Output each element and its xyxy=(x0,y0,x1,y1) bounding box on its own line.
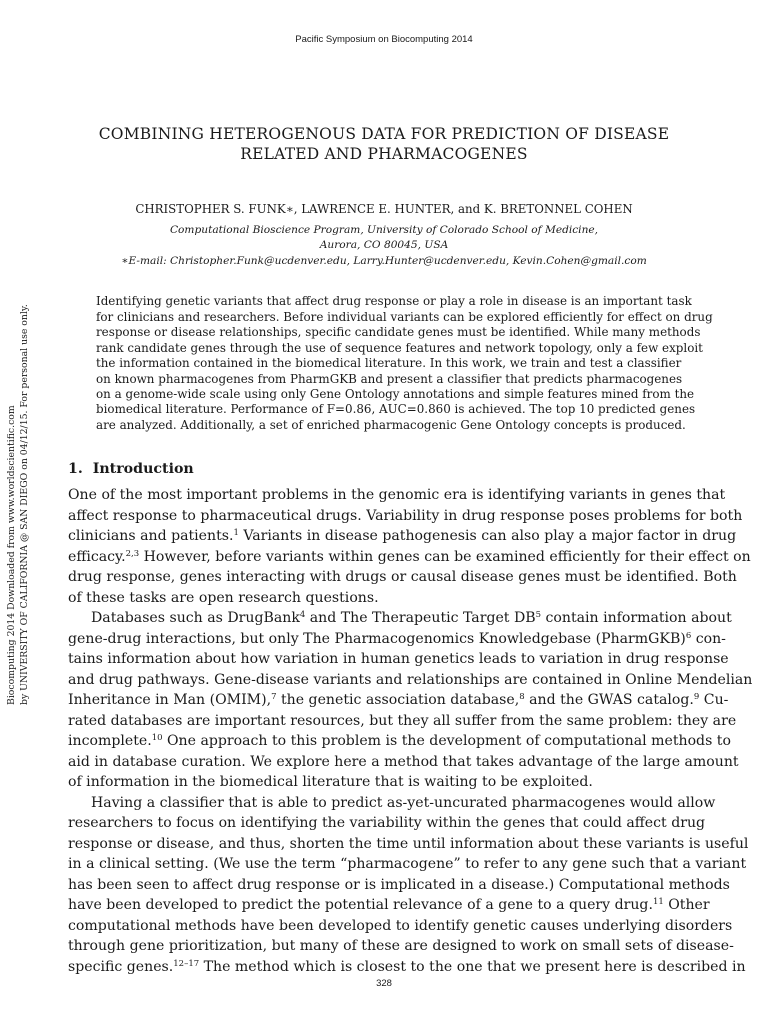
citation-superscript: 5 xyxy=(535,610,542,620)
body-line: has been seen to affect drug response or is implicated in a disease.) Computational methods xyxy=(68,877,730,893)
body-line: researchers to focus on identifying the variability within the genes that could affect drug xyxy=(68,815,706,831)
author-emails: ∗E-mail: Christopher.Funk@ucdenver.edu, Larry.Hunter@ucdenver.edu, Kevin.Cohen@gmail.com xyxy=(121,255,647,267)
citation-superscript: 9 xyxy=(693,692,700,702)
body-line: aid in database curation. We explore here a method that takes advantage of the large amount xyxy=(68,754,739,770)
download-notice-line-2: by UNIVERSITY OF CALIFORNIA @ SAN DIEGO on 04/12/15. For personal use only. xyxy=(19,304,30,705)
abstract-line: biomedical literature. Performance of F=0.86, AUC=0.860 is achieved. The top 10 predicted genes xyxy=(96,402,696,416)
body-line: of information in the biomedical literature that is waiting to be exploited. xyxy=(68,774,593,790)
abstract-line: are analyzed. Additionally, a set of enriched pharmacogenic Gene Ontology concepts is produced. xyxy=(96,418,686,432)
body-line: of these tasks are open research questions. xyxy=(68,590,379,606)
affiliation-line-2: Aurora, CO 80045, USA xyxy=(319,239,449,251)
body-line: efficacy.$^{2,3}$ However, before variants within genes can be examined efficiently for their effect on xyxy=(68,549,751,565)
abstract-line: rank candidate genes through the use of sequence features and network topology, only a few exploit xyxy=(96,341,703,355)
abstract-line: response or disease relationships, specific candidate genes must be identified. While many methods xyxy=(96,325,701,339)
body-line: have been developed to predict the potential relevance of a gene to a query drug.$^{11}$ Other xyxy=(68,897,710,913)
citation-superscript: 1 xyxy=(233,528,239,538)
body-line: One of the most important problems in the genomic era is identifying variants in genes that xyxy=(68,487,726,503)
paper-title-line-1: COMBINING HETEROGENOUS DATA FOR PREDICTION OF DISEASE xyxy=(98,125,670,143)
citation-superscript: 7 xyxy=(271,692,277,702)
body-line: affect response to pharmaceutical drugs. Variability in drug response poses problems for both xyxy=(68,508,743,524)
abstract-line: on a genome-wide scale using only Gene Ontology annotations and simple features mined from the xyxy=(96,387,695,401)
body-line: in a clinical setting. (We use the term “pharmacogene” to refer to any gene such that a variant xyxy=(68,856,747,872)
section-heading xyxy=(68,461,194,477)
page-number: 328 xyxy=(376,978,392,989)
citation-superscript: 4 xyxy=(299,610,306,620)
abstract-line: on known pharmacogenes from PharmGKB and present a classifier that predicts pharmacogenes xyxy=(96,372,683,386)
author-list: CHRISTOPHER S. FUNK∗, LAWRENCE E. HUNTER, and K. BRETONNEL COHEN xyxy=(135,202,633,216)
abstract-line: for clinicians and researchers. Before individual variants can be explored efficiently for effect on drug xyxy=(96,310,713,324)
paper-title-line-2: RELATED AND PHARMACOGENES xyxy=(240,145,528,163)
citation-superscript: 12–17 xyxy=(173,959,200,969)
body-line: through gene prioritization, but many of these are designed to work on small sets of disease- xyxy=(68,938,734,954)
body-line: rated databases are important resources, but they all suffer from the same problem: they are xyxy=(68,713,737,729)
body-line: response or disease, and thus, shorten the time until information about these variants is useful xyxy=(68,836,749,852)
body-line: incomplete.$^{10}$ One approach to this problem is the development of computational methods to xyxy=(68,733,731,749)
body-line: specific genes.$^{12-17}$ The method which is closest to the one that we present here is described in xyxy=(68,959,746,975)
abstract-line: Identifying genetic variants that affect drug response or play a role in disease is an important task xyxy=(96,294,692,308)
citation-superscript: 11 xyxy=(652,897,664,907)
section-title: Introduction xyxy=(92,461,194,477)
body-line: Inheritance in Man (OMIM),$^7$ the genetic association database,$^8$ and the GWAS catalog.$^9$ Cu- xyxy=(68,692,729,708)
abstract-line: the information contained in the biomedical literature. In this work, we train and test a classifier xyxy=(96,356,682,370)
body-line: tains information about how variation in human genetics leads to variation in drug response xyxy=(68,651,729,667)
citation-superscript: 10 xyxy=(151,733,163,743)
body-line: Databases such as DrugBank$^4$ and The Therapeutic Target $DB^5$ contain information about xyxy=(91,610,732,626)
citation-superscript: 2,3 xyxy=(125,549,140,559)
body-line: computational methods have been developed to identify genetic causes underlying disorders xyxy=(68,918,733,934)
section-number: 1. xyxy=(68,461,83,477)
download-notice-line-1: Biocomputing 2014 Downloaded from www.worldscientific.com xyxy=(6,405,17,705)
affiliation-line-1: Computational Bioscience Program, University of Colorado School of Medicine, xyxy=(169,224,599,236)
running-head: Pacific Symposium on Biocomputing 2014 xyxy=(295,34,473,45)
body-line: drug response, genes interacting with drugs or causal disease genes must be identified. Both xyxy=(68,569,737,585)
citation-superscript: 8 xyxy=(519,692,525,702)
body-line: and drug pathways. Gene-disease variants and relationships are contained in Online Mendelian xyxy=(68,672,753,688)
body-line: clinicians and patients.$^1$ Variants in disease pathogenesis can also play a major factor in drug xyxy=(68,528,737,544)
body-line: gene-drug interactions, but only The Pharmacogenomics Knowledgebase (PharmGKB)$^6$ con- xyxy=(68,631,726,647)
body-line: Having a classifier that is able to predict as-yet-uncurated pharmacogenes would allow xyxy=(91,795,716,811)
citation-superscript: 6 xyxy=(685,631,692,641)
